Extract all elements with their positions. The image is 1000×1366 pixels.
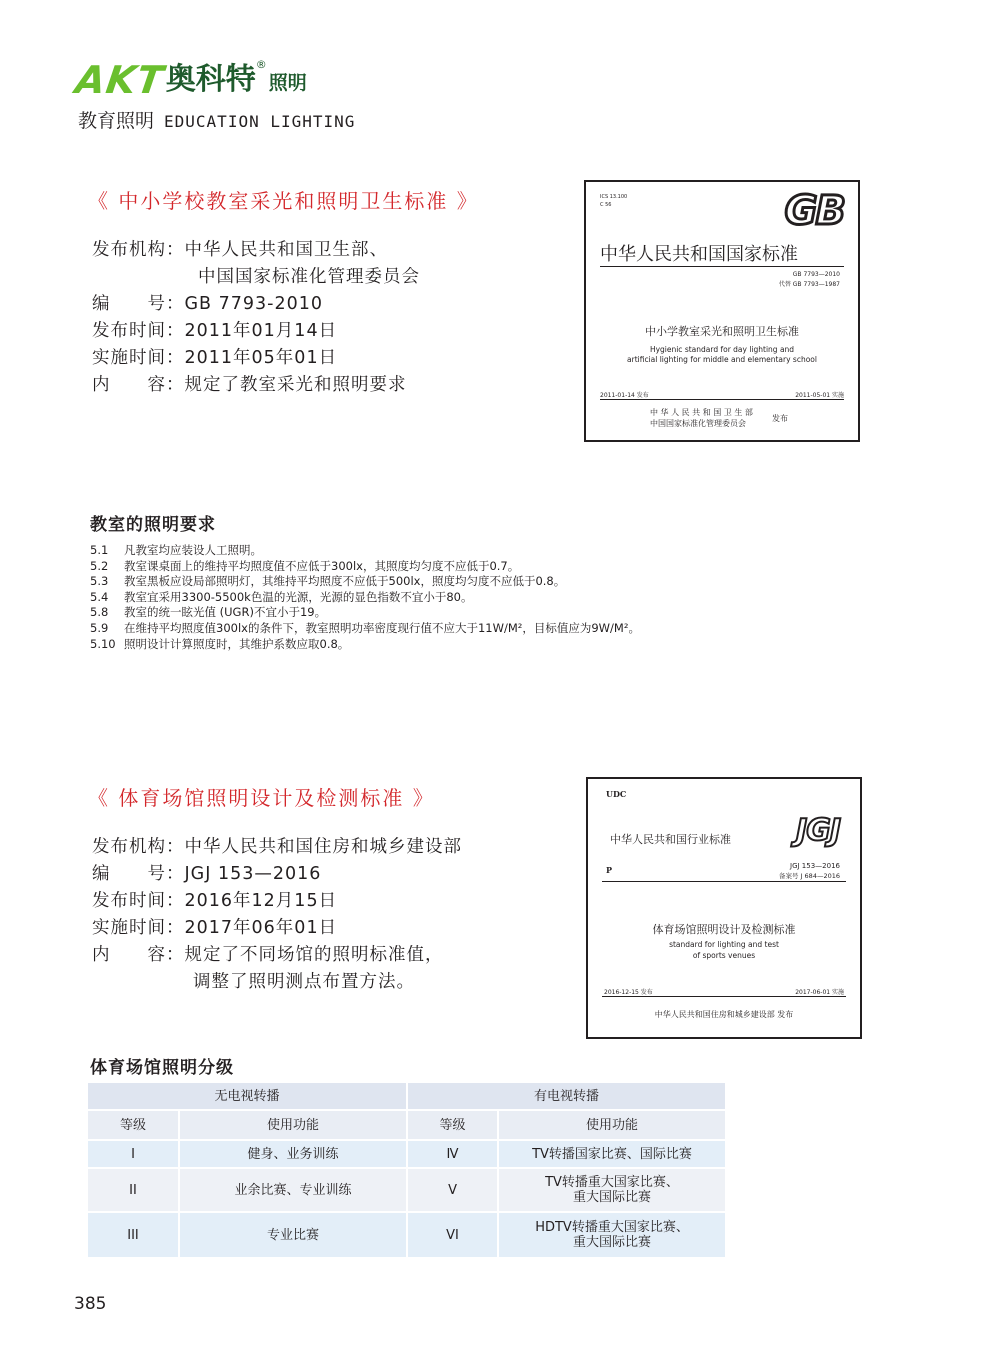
col-grade: 等级 xyxy=(407,1110,498,1140)
item-text: 教室课桌面上的维持平均照度值不应低于300lx，其照度均匀度不应低于0.7。 xyxy=(124,558,520,573)
cover-name-en: standard for lighting and test xyxy=(669,940,779,949)
col-use: 使用功能 xyxy=(179,1110,407,1140)
info-value: 调整了照明测点布置方法。 xyxy=(193,972,415,992)
use-line: 重大国际比赛 xyxy=(573,1190,652,1205)
cover-divider xyxy=(602,996,846,997)
grade-cell: Ⅳ xyxy=(407,1140,498,1168)
info-label: 发布时间： xyxy=(92,321,185,341)
cover-divider xyxy=(600,266,844,267)
info-row xyxy=(92,291,420,318)
tagline-en: EDUCATION LIGHTING xyxy=(164,112,356,131)
cover-code: GB 7793—2010 xyxy=(792,271,840,278)
logo-chinese-name: 奥科特 xyxy=(165,62,256,97)
table-row xyxy=(88,1140,726,1168)
requirements-heading: 教室的照明要求 xyxy=(90,515,216,535)
use-line: HDTV转播重大国家比赛、 xyxy=(535,1220,689,1235)
info-label: 发布机构： xyxy=(92,837,185,857)
cover-name-en: Hygienic standard for day lighting and xyxy=(649,345,795,354)
grade-cell: III xyxy=(88,1212,179,1257)
info-value: GB 7793-2010 xyxy=(184,294,324,314)
cover-p: P xyxy=(606,865,613,875)
cover-divider xyxy=(600,399,844,400)
info-label: 发布机构： xyxy=(92,240,185,260)
standard2-title: 《 体育场馆照明设计及检测标准 》 xyxy=(88,786,435,810)
list-item xyxy=(90,543,640,559)
cover-issuer: 中华人民共和国住房和城乡建设部 发布 xyxy=(654,1010,794,1019)
info-label: 实施时间： xyxy=(92,348,185,368)
table-row xyxy=(88,1168,726,1212)
col-grade: 等级 xyxy=(88,1110,179,1140)
use-cell xyxy=(498,1212,726,1257)
info-row xyxy=(92,888,462,915)
grade-cell: VI xyxy=(407,1212,498,1257)
info-row xyxy=(92,237,420,264)
tagline xyxy=(78,106,355,133)
standard1-title: 《 中小学校教室采光和照明卫生标准 》 xyxy=(88,189,479,213)
use-cell: 业余比赛、专业训练 xyxy=(179,1168,407,1212)
grade-cell: I xyxy=(88,1140,179,1168)
info-row xyxy=(92,969,462,996)
item-number: 5.8 xyxy=(90,605,109,620)
info-value: 规定了不同场馆的照明标准值， xyxy=(184,945,444,965)
cover-issuer: 中国国家标准化管理委员会 xyxy=(650,419,746,428)
info-value: 中华人民共和国卫生部、 xyxy=(184,240,388,260)
info-label: 编 号： xyxy=(92,864,185,884)
item-text: 凡教室均应装设人工照明。 xyxy=(124,543,262,557)
use-cell: 专业比赛 xyxy=(179,1212,407,1257)
cover-name-cn: 中小学教室采光和照明卫生标准 xyxy=(645,325,799,338)
table-group-header xyxy=(88,1083,726,1110)
table-column-header xyxy=(88,1110,726,1140)
use-line: TV转播重大国家比赛、 xyxy=(545,1175,679,1190)
item-number: 5.9 xyxy=(90,620,109,635)
list-item xyxy=(90,621,640,637)
grade-cell: V xyxy=(407,1168,498,1212)
cover-issued: 2011-01-14 发布 xyxy=(600,392,649,399)
item-number: 5.3 xyxy=(90,574,109,589)
grade-cell: II xyxy=(88,1168,179,1212)
cover-ics: ICS 13.100 xyxy=(600,194,628,200)
col-use: 使用功能 xyxy=(498,1110,726,1140)
cover-divider xyxy=(602,881,846,882)
cover-name-en: of sports venues xyxy=(692,951,756,960)
info-row xyxy=(92,264,420,291)
info-label: 实施时间： xyxy=(92,918,185,938)
cover-issue-word: 发布 xyxy=(772,414,788,423)
page-number: 385 xyxy=(74,1294,107,1314)
info-value: 中华人民共和国住房和城乡建设部 xyxy=(184,837,462,857)
info-value: 中国国家标准化管理委员会 xyxy=(198,267,420,287)
info-value: 2017年06年01日 xyxy=(184,918,338,938)
info-row xyxy=(92,345,420,372)
cover-effective: 2017-06-01 实施 xyxy=(795,989,844,996)
cover-name-en: artificial lighting for middle and elementary school xyxy=(627,355,817,364)
info-label: 发布时间： xyxy=(92,891,185,911)
jgj-logo: JGJ xyxy=(796,813,840,848)
standard1-info xyxy=(92,237,420,399)
info-label: 内 容： xyxy=(92,945,185,965)
list-item xyxy=(90,637,640,653)
item-text: 在维持平均照度值300lx的条件下，教室照明功率密度现行值不应大于11W/M²，目标值应为9W/M²。 xyxy=(124,620,640,635)
item-number: 5.2 xyxy=(90,558,109,573)
list-item xyxy=(90,590,640,606)
cover-national-title: 中华人民共和国国家标准 xyxy=(600,244,798,265)
info-value: 2011年05年01日 xyxy=(184,348,338,368)
info-value: 2016年12月15日 xyxy=(184,891,338,911)
standard1-cover-image xyxy=(584,180,860,442)
info-value: 2011年01月14日 xyxy=(184,321,338,341)
logo-subtitle: 照明 xyxy=(268,72,307,94)
brand-logo xyxy=(72,58,307,102)
use-cell xyxy=(498,1140,726,1168)
list-item xyxy=(90,574,640,590)
item-text: 教室的统一眩光值 (UGR)不宜小于19。 xyxy=(124,605,327,620)
cover-issuer: 中 华 人 民 共 和 国 卫 生 部 xyxy=(650,408,753,417)
item-text: 照明设计计算照度时，其维护系数应取0.8。 xyxy=(124,636,350,651)
logo-mark: AKT xyxy=(72,58,167,102)
info-value: JGJ 153—2016 xyxy=(184,864,322,884)
info-row xyxy=(92,942,462,969)
info-row xyxy=(92,915,462,942)
item-number: 5.4 xyxy=(90,589,109,604)
standard2-info xyxy=(92,834,462,996)
cover-class: C 56 xyxy=(600,202,612,208)
info-label: 内 容： xyxy=(92,375,185,395)
cover-name-cn: 体育场馆照明设计及检测标准 xyxy=(652,923,796,936)
grading-table xyxy=(88,1083,727,1257)
info-row xyxy=(92,318,420,345)
info-value: 规定了教室采光和照明要求 xyxy=(184,375,407,395)
cover-national-title: 中华人民共和国行业标准 xyxy=(610,833,731,846)
registered-mark: ® xyxy=(255,58,267,71)
item-text: 教室黑板应设局部照明灯，其维持平均照度不应低于500lx，照度均匀度不应低于0.8。 xyxy=(124,574,566,589)
group-tv: 有电视转播 xyxy=(407,1083,726,1110)
cover-udc: UDC xyxy=(606,789,627,799)
item-text: 教室宜采用3300-5500k色温的光源，光源的显色指数不宜小于80。 xyxy=(124,589,473,604)
table-row xyxy=(88,1212,726,1257)
info-row xyxy=(92,834,462,861)
item-number: 5.10 xyxy=(90,636,116,651)
info-row xyxy=(92,372,420,399)
gb-logo: GB xyxy=(784,188,844,234)
grading-heading: 体育场馆照明分级 xyxy=(90,1058,234,1078)
cover-replaces: 代替 GB 7793—1987 xyxy=(778,281,840,288)
use-cell xyxy=(498,1168,726,1212)
cover-code: JGJ 153—2016 xyxy=(790,862,840,870)
group-no-tv: 无电视转播 xyxy=(88,1083,407,1110)
tagline-cn: 教育照明 xyxy=(78,110,155,132)
use-line: 重大国际比赛 xyxy=(573,1235,652,1250)
info-label: 编 号： xyxy=(92,294,185,314)
use-cell: 健身、业务训练 xyxy=(179,1140,407,1168)
cover-issued: 2016-12-15 发布 xyxy=(604,989,653,996)
cover-effective: 2011-05-01 实施 xyxy=(795,392,844,399)
standard2-cover-image xyxy=(586,777,862,1039)
list-item xyxy=(90,605,640,621)
use-line: TV转播国家比赛、国际比赛 xyxy=(532,1146,692,1162)
cover-record: 备案号 J 684—2016 xyxy=(779,872,840,880)
list-item xyxy=(90,559,640,575)
info-row xyxy=(92,861,462,888)
requirements-list xyxy=(90,543,640,652)
item-number: 5.1 xyxy=(90,543,109,557)
